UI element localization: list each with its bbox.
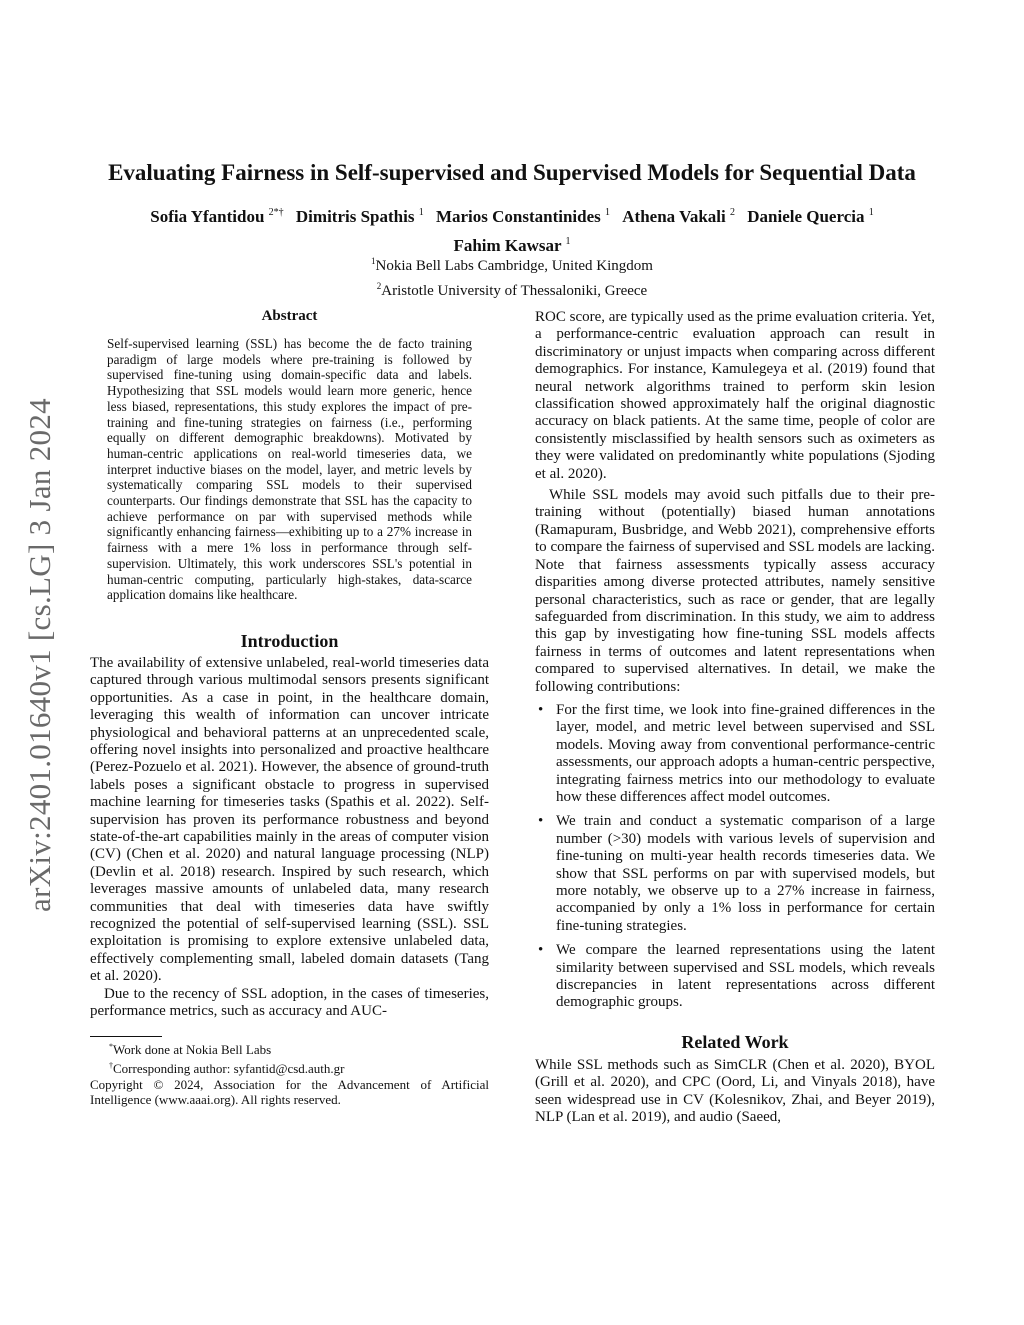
bullet-icon: •: [538, 942, 544, 959]
author: Athena Vakali $^2$: [622, 207, 735, 226]
copyright-notice: Copyright © 2024, Association for the Advancement of Artificial Intelligence (www.aaai.org). All rights reserved.: [90, 1076, 489, 1108]
footnote: †Corresponding author: syfantid@csd.auth.gr: [109, 1061, 345, 1077]
intro-paragraph: While SSL models may avoid such pitfalls due to their pre-training without (potentially) biased human annotations (Ramapuram, Busbridge, and Webb 2021), comprehensive efforts to compare the fairness of supervised and SSL models are lacking. Note that fairness assessments typically assess accuracy disparities among diverse protected attributes, namely sensitive personal characteristics, such as race or gender, that are legally safeguarded from discrimination. In this study, we aim to address this gap by investigating how fine-tuning SSL models affects fairness in terms of outcomes and latent representations when compared to supervised alternatives. In detail, we make the following contributions:: [535, 487, 935, 695]
footnote: *Work done at Nokia Bell Labs: [109, 1042, 272, 1058]
arxiv-id: arXiv:2401.01640v1 [cs.LG] 3 Jan 2024: [22, 398, 58, 912]
footnote-rule: [90, 1036, 162, 1037]
affiliation: $^2$Aristotle University of Thessaloniki, Greece: [376, 281, 648, 299]
footnotes: [90, 1036, 489, 1107]
paper-title: Evaluating Fairness in Self-supervised and Supervised Models for Sequential Data: [108, 160, 916, 185]
author: Fahim Kawsar $^1$: [453, 236, 571, 255]
right-column: [535, 309, 935, 1126]
related-work-heading: Related Work: [681, 1031, 789, 1052]
list-item: • We compare the learned representations using the latent similarity between supervised and SSL models, which reveals discrepancies in latent representations across different demographic groups.: [538, 942, 935, 1011]
intro-paragraph: The availability of extensive unlabeled, real-world timeseries data captured through various multimodal sensors presents significant opportunities. As a case in point, in the healthcare domain, leveraging this wealth of information can uncover intricate physiological and behavioral patterns at an unprecedented scale, offering novel insights into personalized and proactive healthcare (Perez-Pozuelo et al. 2021). However, the absence of ground-truth labels poses a significant obstacle to progress in supervised machine learning for timeseries tasks (Spathis et al. 2022). Self-supervision has proven its performance robustness and beyond state-of-the-art capabilities mainly in the areas of computer vision (CV) (Chen et al. 2020) and natural language processing (NLP) (Devlin et al. 2018) research. Inspired by such research, which leverages massive amounts of unlabeled data, many research communities that deal with timeseries data have swiftly recognized the potential of self-supervised learning (SSL). SSL exploitation is promising to explore extensive unlabeled data, effectively complementing small, labeled domain datasets (Tang et al. 2020).: [90, 654, 489, 985]
list-item: • We train and conduct a systematic comparison of a large number (>30) models with various levels of supervision and fine-tuning on multi-year health records timeseries data. We show that SSL performs on par with supervised models, but more notably, we observe up to a 27% increase in fairness, accompanied by only a 1% loss in performance for certain fine-tuning strategies.: [538, 813, 935, 934]
author: Sofia Yfantidou $^{2*\dagger}$: [150, 207, 284, 226]
arxiv-sidebar-stamp: [18, 355, 62, 955]
author: Marios Constantinides $^1$: [435, 207, 611, 226]
affiliations: [70, 251, 954, 301]
introduction-heading: Introduction: [240, 630, 339, 651]
related-work-paragraph: While SSL methods such as SimCLR (Chen et al. 2020), BYOL (Grill et al. 2020), and CPC (Oord, Li, and Vinyals 2018), have seen widespread use in CV (Kolesnikov, Zhai, and Beyer 2019), NLP (Lan et al. 2019), and audio (Saeed,: [535, 1056, 935, 1126]
affiliation: $^1$Nokia Bell Labs Cambridge, United Kingdom: [371, 256, 653, 274]
intro-paragraph: Due to the recency of SSL adoption, in the cases of timeseries, performance metrics, such as accuracy and AUC-: [90, 985, 489, 1020]
contributions-list: [535, 702, 935, 1012]
author-list: [70, 200, 954, 258]
bullet-icon: •: [538, 813, 544, 830]
author: Dimitris Spathis $^1$: [295, 207, 424, 226]
abstract-heading: Abstract: [261, 308, 318, 324]
abstract: [107, 306, 472, 603]
intro-paragraph: ROC score, are typically used as the prime evaluation criteria. Yet, a performance-centric evaluation approach can result in discriminatory or unjust impacts when comparing across different demographics. For instance, Kamulegeya et al. (2019) found that neural network algorithms trained to perform skin lesion classification showed approximately half the original diagnostic accuracy on black patients. At the same time, people of color are consistently misclassified by health sensors such as oximeters as they were validated on predominantly white populations (Sjoding et al. 2020).: [535, 309, 935, 482]
abstract-text: Self-supervised learning (SSL) has become the de facto training paradigm of large models where pre-training is followed by supervised fine-tuning using domain-specific data and labels. Hypothesizing that SSL models would learn more generic, hence less biased, representations, this study explores the impact of pre-training and fine-tuning strategies on fairness (i.e., performing equally on different demographic breakdowns). Motivated by human-centric applications on real-world timeseries data, we interpret inductive biases on the model, layer, and metric levels by systematically comparing SSL models to their supervised counterparts. Our findings demonstrate that SSL has the capacity to achieve performance on par with supervised methods while significantly enhancing fairness—exhibiting up to a 27% increase in fairness with a mere 1% loss in performance through self-supervision. Ultimately, this work underscores SSL's potential in human-centric computing, particularly high-stakes, data-scarce application domains like healthcare.: [107, 336, 472, 603]
author: Daniele Quercia $^1$: [747, 207, 874, 226]
bullet-icon: •: [538, 701, 544, 718]
left-column: [90, 306, 489, 1108]
list-item: • For the first time, we look into fine-grained differences in the layer, model, and metric level between supervised and SSL models. Moving away from conventional performance-centric assessments, our approach adopts a human-centric perspective, integrating fairness metrics into our methodology to evaluate how these differences affect model outcomes.: [538, 701, 935, 805]
